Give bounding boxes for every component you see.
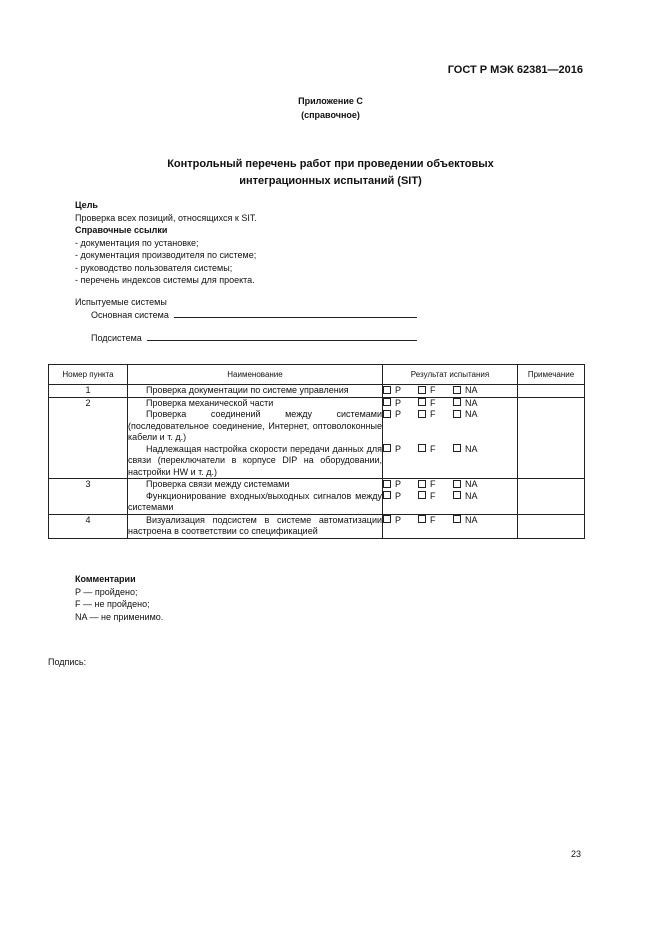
item-number: 1 xyxy=(49,385,128,398)
header-note: Примечание xyxy=(518,365,585,385)
item-text: Функционирование входных/выходных сигналов между системами xyxy=(128,490,382,512)
result-checkboxes: P F NA xyxy=(383,398,517,410)
checkbox-icon[interactable] xyxy=(383,515,391,523)
goal-section xyxy=(75,199,257,287)
comment-item: P — пройдено; xyxy=(75,586,138,597)
result-cell xyxy=(383,514,518,538)
item-text: Проверка связи между системами xyxy=(146,479,290,489)
checkbox-icon[interactable] xyxy=(453,398,461,406)
header-result: Результат испытания xyxy=(383,365,518,385)
reference-item: - документация производителя по системе; xyxy=(75,250,257,260)
item-number: 2 xyxy=(49,397,128,479)
checkbox-icon[interactable] xyxy=(383,386,391,394)
title-line-2: интеграционных испытаний (SIT) xyxy=(239,175,422,187)
checkbox-icon[interactable] xyxy=(453,515,461,523)
reference-item: - документация по установке; xyxy=(75,237,199,248)
result-cell xyxy=(383,479,518,515)
appendix-label: Приложение С xyxy=(298,96,363,106)
checkbox-icon[interactable] xyxy=(418,491,426,499)
item-text: Визуализация подсистем в системе автоматизации настроена в соответствии со спецификацией xyxy=(128,514,382,536)
checkbox-icon[interactable] xyxy=(418,515,426,523)
checkbox-icon[interactable] xyxy=(383,444,391,452)
checkbox-icon[interactable] xyxy=(383,491,391,499)
checkbox-icon[interactable] xyxy=(418,386,426,394)
result-checkboxes: P F NA xyxy=(383,444,517,456)
checkbox-icon[interactable] xyxy=(418,410,426,418)
title-line-1: Контрольный перечень работ при проведении объектовых xyxy=(167,158,494,170)
note-cell[interactable] xyxy=(518,397,585,479)
item-text: Проверка соединений между системами (последовательное соединение, Интернет, оптоволоконные кабели и т. д.) xyxy=(128,409,382,442)
subsystem-row xyxy=(75,332,417,345)
header-name: Наименование xyxy=(128,365,383,385)
item-number: 4 xyxy=(49,514,128,538)
systems-heading: Испытуемые системы xyxy=(75,297,167,307)
result-checkboxes: P F NA xyxy=(383,385,517,397)
checkbox-icon[interactable] xyxy=(383,480,391,488)
goal-text: Проверка всех позиций, относящихся к SIT. xyxy=(75,212,257,223)
appendix-type: (справочное) xyxy=(301,110,360,120)
checkbox-icon[interactable] xyxy=(383,410,391,418)
main-system-field[interactable] xyxy=(174,309,417,318)
goal-heading: Цель xyxy=(75,200,98,210)
checkbox-icon[interactable] xyxy=(453,386,461,394)
table-row xyxy=(49,397,585,479)
comment-item: NA — не применимо. xyxy=(75,611,164,622)
result-checkboxes: P F NA xyxy=(383,479,517,491)
checkbox-icon[interactable] xyxy=(453,444,461,452)
page-title xyxy=(0,156,661,190)
main-system-row xyxy=(75,309,417,322)
subsystem-label: Подсистема xyxy=(91,333,142,343)
comment-item: F — не пройдено; xyxy=(75,599,150,609)
result-checkboxes: P F NA xyxy=(383,491,517,503)
result-cell xyxy=(383,385,518,398)
checkbox-icon[interactable] xyxy=(453,491,461,499)
appendix-heading xyxy=(0,94,661,122)
comments-heading: Комментарии xyxy=(75,574,136,584)
reference-item: - руководство пользователя системы; xyxy=(75,262,233,273)
note-cell[interactable] xyxy=(518,514,585,538)
result-cell xyxy=(383,397,518,479)
page-number: 23 xyxy=(570,849,581,859)
note-cell[interactable] xyxy=(518,479,585,515)
item-name xyxy=(128,514,383,538)
header-item-number: Номер пункта xyxy=(49,365,128,385)
checkbox-icon[interactable] xyxy=(453,480,461,488)
systems-section xyxy=(75,296,417,345)
checklist-table xyxy=(48,364,585,539)
subsystem-field[interactable] xyxy=(147,332,417,341)
table-header-row xyxy=(49,365,585,385)
item-text: Проверка механической части xyxy=(146,397,274,408)
item-name xyxy=(128,385,383,398)
item-number: 3 xyxy=(49,479,128,515)
comments-section xyxy=(75,573,163,623)
references-heading: Справочные ссылки xyxy=(75,225,168,235)
table-row xyxy=(49,514,585,538)
table-row xyxy=(49,385,585,398)
checkbox-icon[interactable] xyxy=(418,444,426,452)
checkbox-icon[interactable] xyxy=(418,398,426,406)
reference-item: - перечень индексов системы для проекта. xyxy=(75,275,255,285)
item-name xyxy=(128,479,383,515)
result-checkboxes: P F NA xyxy=(383,515,517,527)
checkbox-icon[interactable] xyxy=(418,480,426,488)
result-checkboxes: P F NA xyxy=(383,409,517,421)
item-name xyxy=(128,397,383,479)
note-cell[interactable] xyxy=(518,385,585,398)
document-code: ГОСТ Р МЭК 62381—2016 xyxy=(447,64,583,76)
checkbox-icon[interactable] xyxy=(383,398,391,406)
item-text: Надлежащая настройка скорости передачи данных для связи (переключатели в корпусе DIP на оборудовании, настройки HW и т. д.) xyxy=(128,443,382,477)
table-row xyxy=(49,479,585,515)
checkbox-icon[interactable] xyxy=(453,410,461,418)
main-system-label: Основная система xyxy=(91,309,169,320)
item-text: Проверка документации по системе управления xyxy=(146,385,349,395)
signature-label: Подпись: xyxy=(48,657,87,667)
